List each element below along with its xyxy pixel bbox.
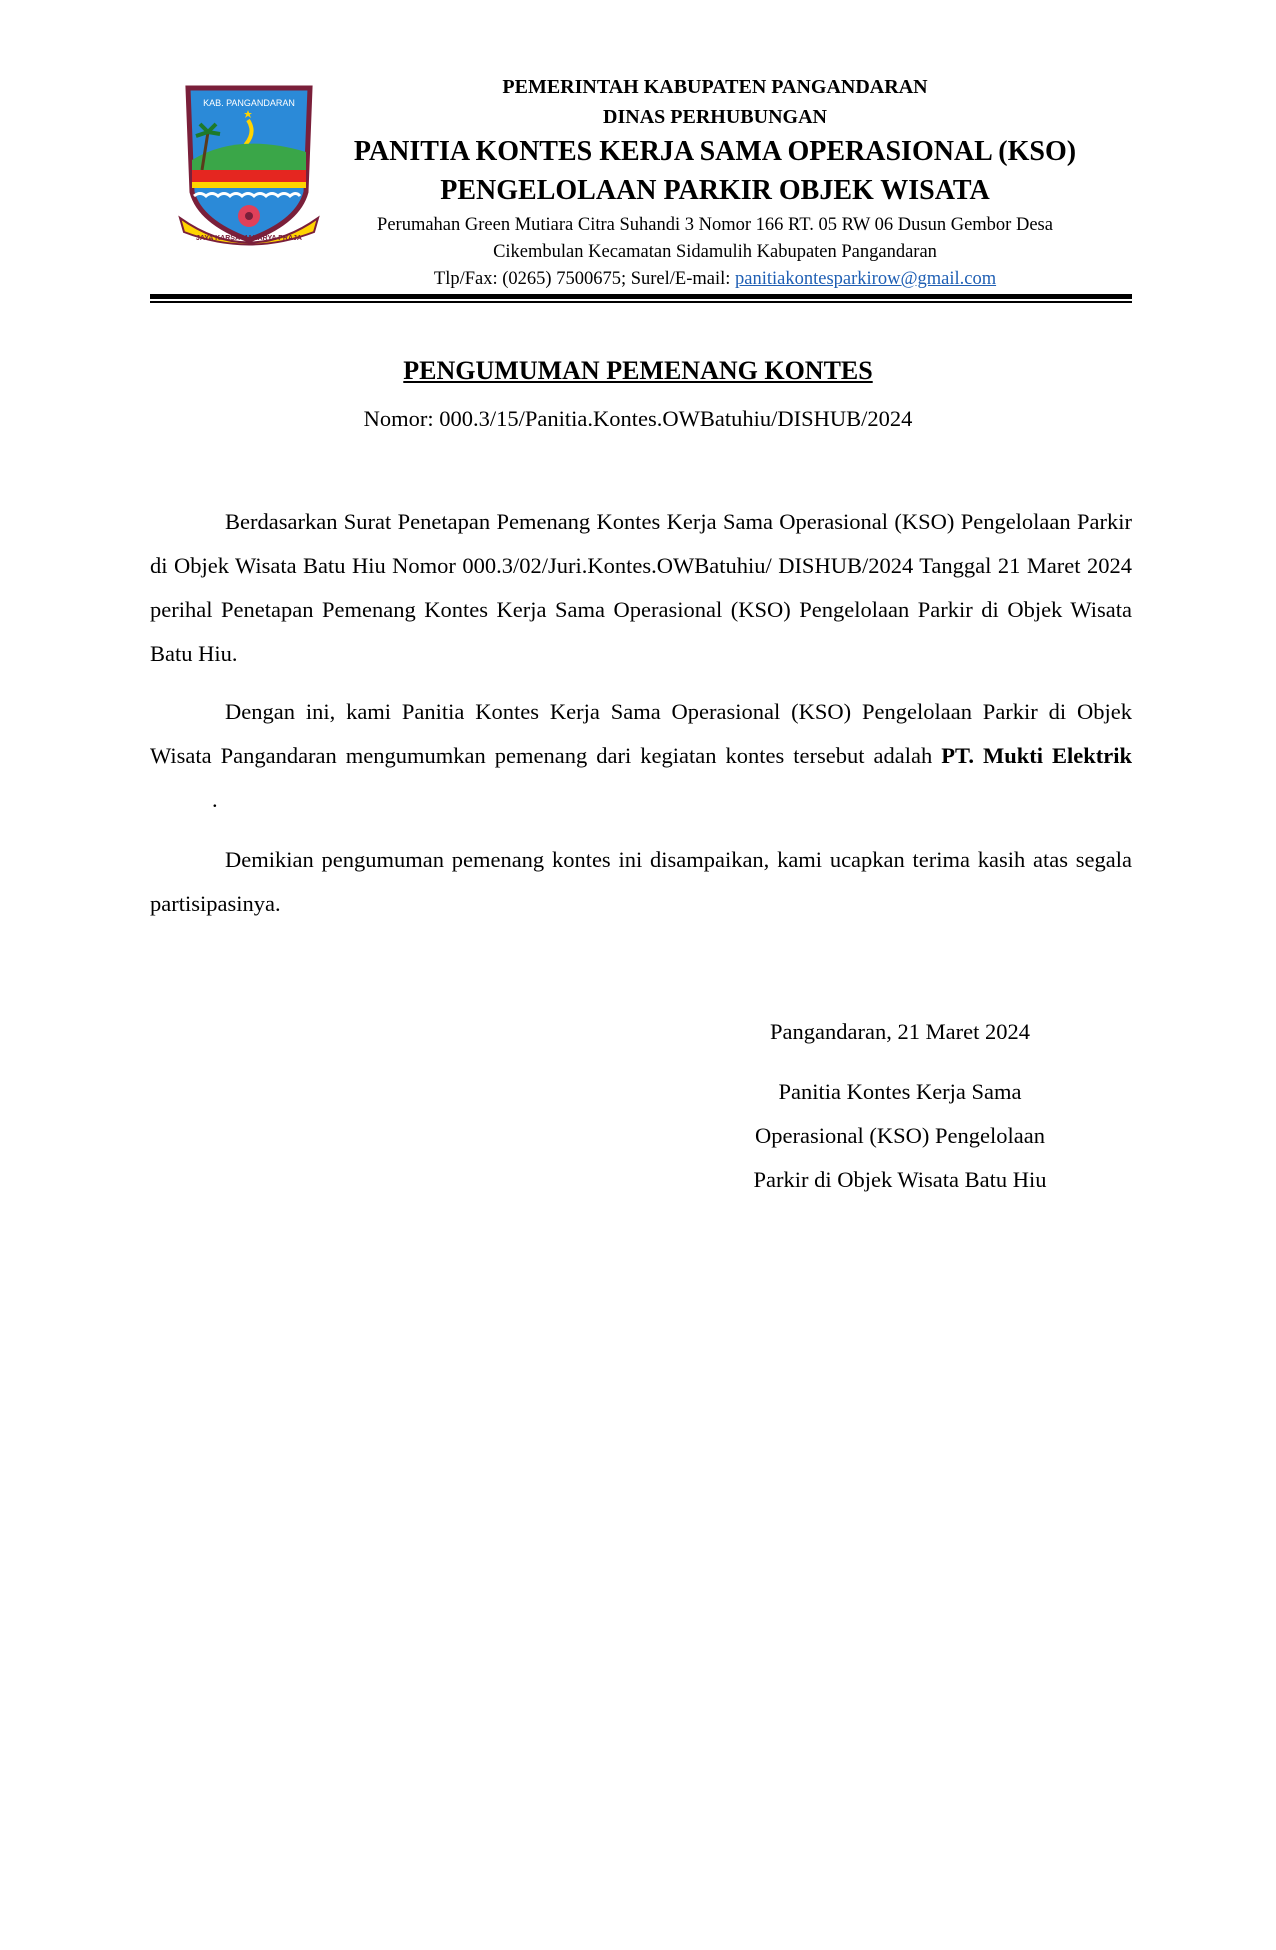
contact-line: [310, 269, 1120, 290]
svg-text:JAYA KARSA MAKARYA PRAJA: JAYA KARSA MAKARYA PRAJA: [196, 235, 302, 242]
header-department: DINAS PERHUBUNGAN: [603, 106, 827, 128]
signature-line-2: Operasional (KSO) Pengelolaan: [755, 1123, 1045, 1148]
document-number: Nomor: 000.3/15/Panitia.Kontes.OWBatuhiu/DISHUB/2024: [363, 406, 913, 431]
paragraph-3: Demikian pengumuman pemenang kontes ini disampaikan, kami ucapkan terima kasih atas segala partisipasinya.: [150, 847, 1132, 916]
letterhead-rule-thick: [150, 294, 1132, 299]
address-line-2: Cikembulan Kecamatan Sidamulih Kabupaten Pangandaran: [493, 242, 937, 262]
header-subject: PENGELOLAAN PARKIR OBJEK WISATA: [440, 175, 990, 206]
paragraph-2: [150, 690, 1132, 822]
paragraph-2-text: Dengan ini, kami Panitia Kontes Kerja Sama Operasional (KSO) Pengelolaan Parkir di Objek Wisata Pangandaran mengumumkan pemenang dari kegiatan kontes tersebut adalah: [150, 699, 1132, 768]
kabupaten-logo: [178, 82, 320, 252]
signature-line-3: Parkir di Objek Wisata Batu Hiu: [753, 1167, 1047, 1192]
letterhead-rule-thin: [150, 301, 1132, 303]
email-link[interactable]: panitiakontesparkirow@gmail.com: [735, 269, 997, 289]
paragraph-1: Berdasarkan Surat Penetapan Pemenang Kontes Kerja Sama Operasional (KSO) Pengelolaan Parkir di Objek Wisata Batu Hiu Nomor 000.3/02/Juri.Kontes.OWBatuhiu/ DISHUB/2024 Tanggal 21 Maret 2024 perihal Penetapan Pemenang Kontes Kerja Sama Operasional (KSO) Pengelolaan Parkir di Objek Wisata Batu Hiu.: [150, 509, 1132, 666]
signature-line-1: Panitia Kontes Kerja Sama: [778, 1079, 1022, 1104]
address-line-1: Perumahan Green Mutiara Citra Suhandi 3 Nomor 166 RT. 05 RW 06 Dusun Gembor Desa: [377, 215, 1053, 235]
paragraph-2-end: .: [212, 787, 218, 812]
winner-name: PT. Mukti Elektrik: [941, 743, 1132, 768]
contact-prefix: Tlp/Fax: (0265) 7500675; Surel/E-mail:: [433, 269, 736, 289]
header-committee: PANITIA KONTES KERJA SAMA OPERASIONAL (KSO): [353, 136, 1077, 167]
signature-place-date: Pangandaran, 21 Maret 2024: [770, 1019, 1030, 1044]
svg-text:KAB. PANGANDARAN: KAB. PANGANDARAN: [203, 98, 295, 108]
document-title: PENGUMUMAN PEMENANG KONTES: [403, 356, 873, 385]
header-government: PEMERINTAH KABUPATEN PANGANDARAN: [502, 76, 928, 98]
